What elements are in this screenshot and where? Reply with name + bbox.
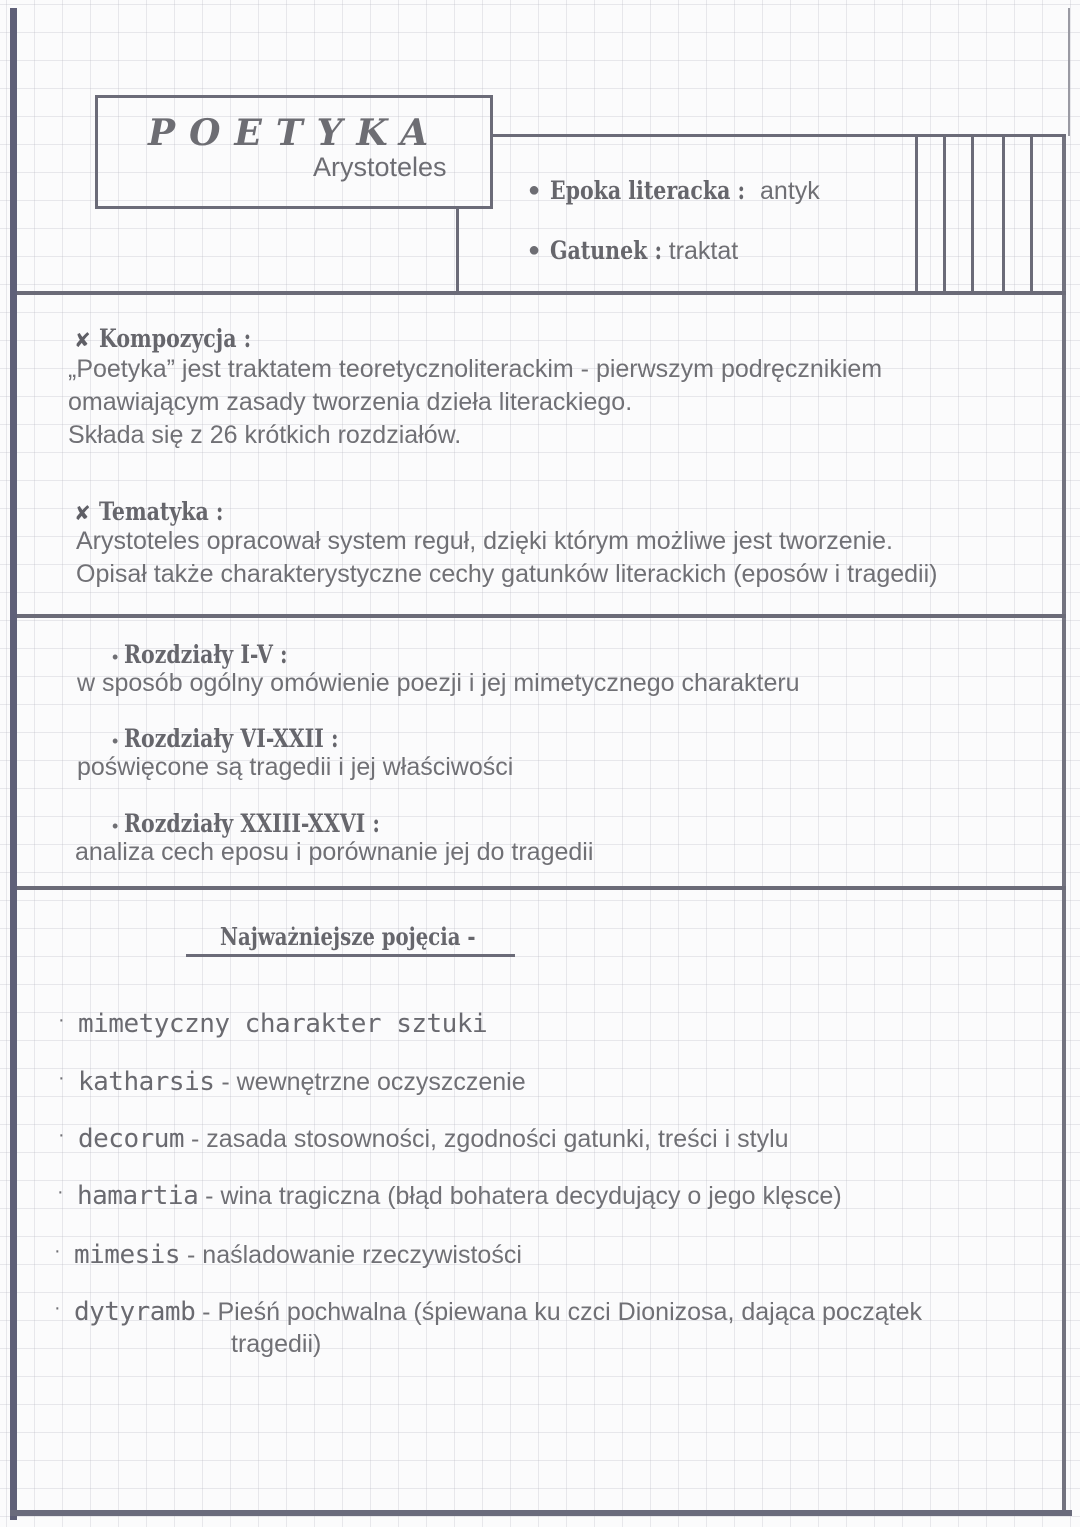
bullet-icon: ● <box>528 179 541 201</box>
concept-definition-continuation: tragedii) <box>231 1330 322 1358</box>
section-divider <box>17 614 1066 618</box>
bullet-icon: ● <box>528 239 541 261</box>
header-connector-line <box>490 134 1066 137</box>
info-value: traktat <box>668 237 739 265</box>
bullet-icon: · <box>54 1240 61 1262</box>
concept-item: · decorum - zasada stosowności, zgodności gatunki, treści i stylu <box>58 1124 789 1154</box>
concepts-heading-underline <box>186 954 515 957</box>
info-label: Gatunek : <box>550 236 663 265</box>
info-epoch <box>528 176 820 206</box>
page-title: POETYKA <box>148 112 443 154</box>
cross-icon: ✘ <box>74 503 91 525</box>
info-value: antyk <box>760 177 820 205</box>
concept-item: · hamartia - wina tragiczna (błąd bohatera decydujący o jego klęsce) <box>57 1181 842 1211</box>
chapter-heading: • Rozdziały I-V : <box>112 640 288 669</box>
bullet-icon: · <box>54 1297 61 1319</box>
page-left-border <box>10 8 17 1520</box>
concept-item: · mimetyczny charakter sztuki <box>58 1009 488 1039</box>
tematyka-heading: ✘ Tematyka : <box>74 497 224 526</box>
bullet-icon: · <box>58 1124 65 1146</box>
decor-stripe <box>1030 136 1033 291</box>
info-label: Epoka literacka : <box>550 176 746 205</box>
info-genre <box>528 236 738 266</box>
bullet-icon: · <box>58 1067 65 1089</box>
decor-stripe <box>915 136 918 291</box>
chapter-text: analiza cech eposu i porównanie jej do tragedii <box>75 838 594 866</box>
cross-icon: ✘ <box>74 330 91 352</box>
page-right-border <box>1062 136 1066 1516</box>
chapter-heading: • Rozdziały XXIII-XXVI : <box>112 809 381 838</box>
chapter-text: poświęcone są tragedii i jej właściwości <box>77 753 514 781</box>
concepts-heading: Najważniejsze pojęcia - <box>220 922 476 951</box>
tematyka-text: Arystoteles opracował system reguł, dzięki którym możliwe jest tworzenie. Opisał także charakterystyczne cechy gatunków literackich (eposów i tragedii) <box>76 527 938 588</box>
author-name: Arystoteles <box>313 152 447 182</box>
decor-stripe <box>943 136 946 291</box>
concept-item: · mimesis - naśladowanie rzeczywistości <box>54 1240 522 1270</box>
header-bottom-rule <box>17 291 1066 295</box>
page-bottom-border <box>10 1510 1072 1516</box>
chapter-heading: • Rozdziały VI-XXII : <box>112 724 339 753</box>
chapter-text: w sposób ogólny omówienie poezji i jej mimetycznego charakteru <box>77 669 800 697</box>
concept-item: · katharsis - wewnętrzne oczyszczenie <box>58 1067 526 1097</box>
page-right-edge <box>1068 8 1070 136</box>
header-divider-vertical <box>456 206 459 294</box>
kompozycja-text: „Poetyka” jest traktatem teoretycznoliterackim - pierwszym podręcznikiem omawiającym zasady tworzenia dzieła literackiego. Składa się z 26 krótkich rozdziałów. <box>68 355 883 449</box>
decor-stripe <box>971 136 974 291</box>
section-divider <box>17 886 1066 890</box>
concept-item: · dytyramb - Pieśń pochwalna (śpiewana ku czci Dionizosa, dająca początek <box>54 1297 923 1327</box>
bullet-icon: · <box>57 1181 64 1203</box>
title-box <box>95 95 493 209</box>
decor-stripe <box>1002 136 1005 291</box>
kompozycja-heading: ✘ Kompozycja : <box>74 324 251 353</box>
bullet-icon: · <box>58 1009 65 1031</box>
